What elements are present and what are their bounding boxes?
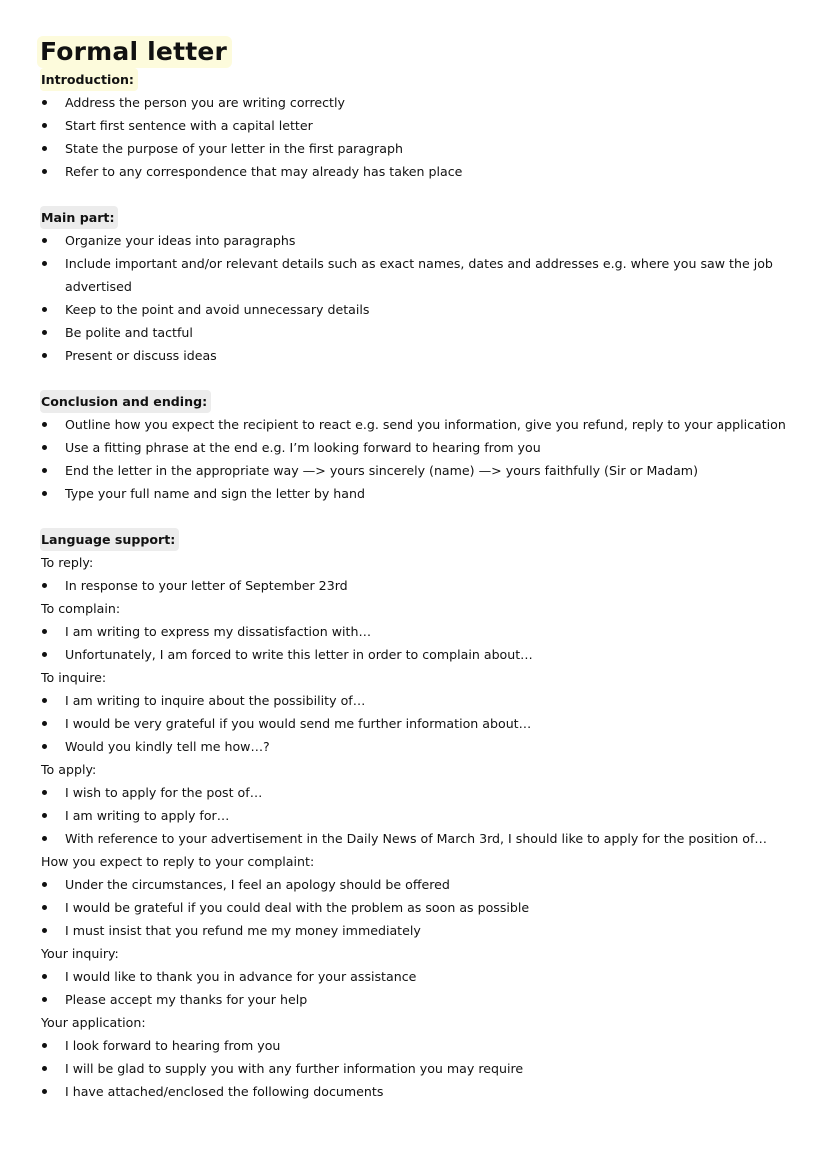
list-item: I have attached/enclosed the following documents bbox=[41, 1080, 811, 1103]
language-support-section bbox=[41, 528, 811, 1103]
list-item: I am writing to inquire about the possibility of… bbox=[41, 689, 811, 712]
conclusion-list bbox=[41, 413, 811, 505]
conclusion-heading: Conclusion and ending: bbox=[40, 390, 211, 413]
list-item: With reference to your advertisement in the Daily News of March 3rd, I should like to apply for the position of… bbox=[41, 827, 811, 850]
group-label-your-inquiry: Your inquiry: bbox=[41, 946, 119, 961]
complain-list bbox=[41, 620, 811, 666]
list-item: State the purpose of your letter in the first paragraph bbox=[41, 137, 811, 160]
group-label-complaint-reply: How you expect to reply to your complaint: bbox=[41, 854, 315, 869]
list-item: I am writing to express my dissatisfaction with… bbox=[41, 620, 811, 643]
list-item: Start first sentence with a capital letter bbox=[41, 114, 811, 137]
complaint-reply-list bbox=[41, 873, 811, 942]
list-item: I would like to thank you in advance for your assistance bbox=[41, 965, 811, 988]
list-item: I wish to apply for the post of… bbox=[41, 781, 811, 804]
introduction-heading: Introduction: bbox=[40, 68, 138, 91]
main-part-section bbox=[41, 206, 811, 367]
introduction-list bbox=[41, 91, 811, 183]
list-item: Include important and/or relevant details such as exact names, dates and addresses e.g. where you saw the job advertised bbox=[41, 252, 811, 298]
your-inquiry-list bbox=[41, 965, 811, 1011]
main-part-heading: Main part: bbox=[40, 206, 118, 229]
list-item: Keep to the point and avoid unnecessary details bbox=[41, 298, 811, 321]
list-item: Outline how you expect the recipient to react e.g. send you information, give you refund, reply to your application bbox=[41, 413, 811, 436]
apply-list bbox=[41, 781, 811, 850]
reply-list bbox=[41, 574, 811, 597]
list-item: End the letter in the appropriate way —> yours sincerely (name) —> yours faithfully (Sir or Madam) bbox=[41, 459, 811, 482]
page-title: Formal letter bbox=[37, 36, 232, 68]
list-item: Present or discuss ideas bbox=[41, 344, 811, 367]
list-item: I would be very grateful if you would send me further information about… bbox=[41, 712, 811, 735]
list-item: I look forward to hearing from you bbox=[41, 1034, 811, 1057]
conclusion-section bbox=[41, 390, 811, 505]
list-item: Be polite and tactful bbox=[41, 321, 811, 344]
language-support-heading: Language support: bbox=[40, 528, 179, 551]
document-content bbox=[41, 68, 811, 1103]
list-item: Address the person you are writing correctly bbox=[41, 91, 811, 114]
list-item: Type your full name and sign the letter by hand bbox=[41, 482, 811, 505]
list-item: Please accept my thanks for your help bbox=[41, 988, 811, 1011]
list-item: Organize your ideas into paragraphs bbox=[41, 229, 811, 252]
list-item: Use a fitting phrase at the end e.g. I’m looking forward to hearing from you bbox=[41, 436, 811, 459]
list-item: I am writing to apply for… bbox=[41, 804, 811, 827]
inquire-list bbox=[41, 689, 811, 758]
group-label-complain: To complain: bbox=[41, 601, 121, 616]
group-label-inquire: To inquire: bbox=[41, 670, 107, 685]
your-application-list bbox=[41, 1034, 811, 1103]
group-label-apply: To apply: bbox=[41, 762, 97, 777]
introduction-section bbox=[41, 68, 811, 183]
list-item: Unfortunately, I am forced to write this letter in order to complain about… bbox=[41, 643, 811, 666]
list-item: Under the circumstances, I feel an apology should be offered bbox=[41, 873, 811, 896]
list-item: In response to your letter of September 23rd bbox=[41, 574, 811, 597]
main-part-list bbox=[41, 229, 811, 367]
list-item: I will be glad to supply you with any further information you may require bbox=[41, 1057, 811, 1080]
group-label-reply: To reply: bbox=[41, 555, 94, 570]
list-item: I would be grateful if you could deal with the problem as soon as possible bbox=[41, 896, 811, 919]
list-item: Refer to any correspondence that may already has taken place bbox=[41, 160, 811, 183]
group-label-your-application: Your application: bbox=[41, 1015, 146, 1030]
list-item: Would you kindly tell me how…? bbox=[41, 735, 811, 758]
list-item: I must insist that you refund me my money immediately bbox=[41, 919, 811, 942]
